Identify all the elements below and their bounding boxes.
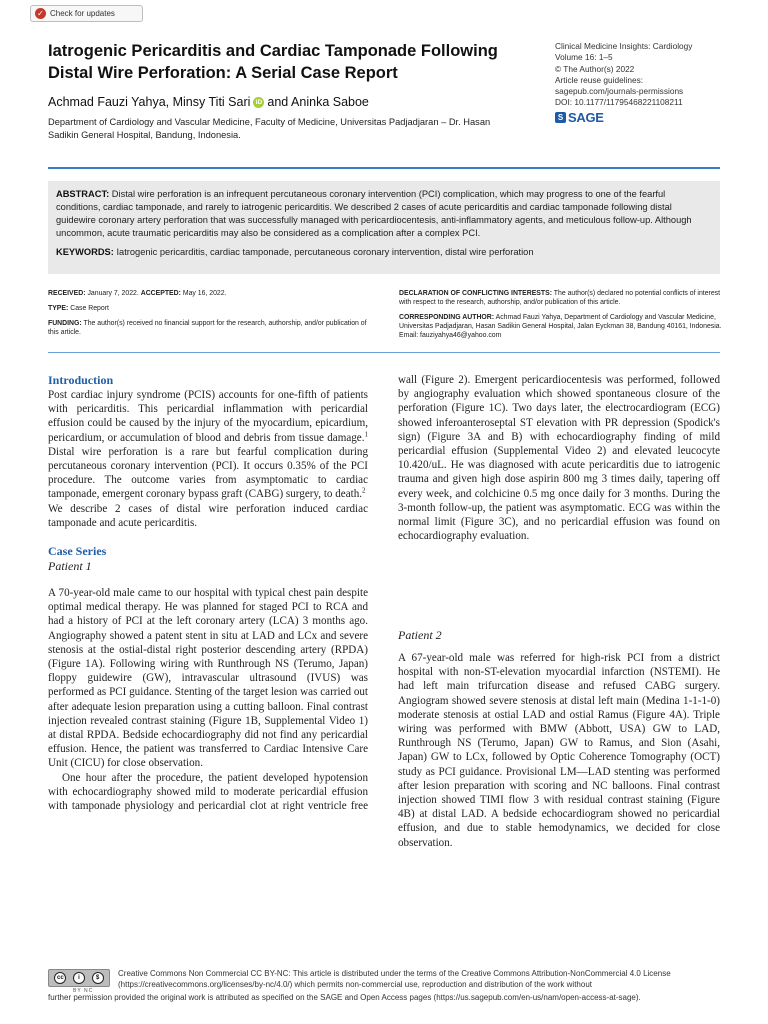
author-list bbox=[48, 95, 548, 109]
section-heading-case-series: Case Series bbox=[48, 544, 107, 559]
publisher-name: SAGE bbox=[568, 110, 604, 125]
check-updates-label: Check for updates bbox=[50, 9, 115, 18]
check-for-updates-button[interactable] bbox=[30, 5, 143, 22]
section-heading-introduction: Introduction bbox=[48, 373, 114, 387]
conflict-text: The author(s) declared no potential conflicts of interest with respect to the research, authorship, and/or publication of this article. bbox=[399, 290, 721, 306]
abstract-box bbox=[48, 181, 720, 274]
keywords-text: Iatrogenic pericarditis, cardiac tamponade, percutaneous coronary intervention, distal wire perforation bbox=[116, 247, 534, 257]
journal-volume: Volume 16: 1–5 bbox=[555, 52, 613, 63]
article-type bbox=[48, 304, 378, 313]
article-info-right bbox=[399, 289, 724, 346]
reuse-link[interactable]: sagepub.com/journals-permissions bbox=[555, 86, 684, 97]
conflict-label: DECLARATION OF CONFLICTING INTERESTS: bbox=[399, 290, 552, 297]
patient1-paragraph-2: One hour after the procedure, the patient developed hypotension with echocardiography showed mild to moderate pericardial effusion with tamponade physiology and pericardial clot at right ventricle free bbox=[48, 771, 368, 813]
article-info-left bbox=[48, 289, 378, 343]
journal-info bbox=[555, 41, 755, 109]
subheading-patient-1: Patient 1 bbox=[48, 559, 92, 574]
cc-license-badge[interactable] bbox=[48, 969, 110, 987]
keywords-label: KEYWORDS: bbox=[56, 247, 114, 257]
intro-paragraph-2: We describe 2 cases of distal wire perforation induced cardiac tamponade and acute pericarditis. bbox=[48, 502, 368, 529]
abstract-paragraph bbox=[56, 188, 712, 240]
received-date: January 7, 2022. bbox=[87, 290, 139, 297]
funding-label: FUNDING: bbox=[48, 320, 82, 327]
keywords-line bbox=[56, 246, 712, 259]
intro-text-1: Post cardiac injury syndrome (PCIS) accounts for one-fifth of patients with pericarditis. This pericardial inflammation with pericardial effusion could be caused by the injury of the myocardium, epicardium, pericardium, or accumulation of blood and debris from tissue damage. bbox=[48, 389, 368, 444]
citation-1[interactable]: 1 bbox=[364, 429, 368, 438]
intro-text-2: Distal wire perforation is a rare but fearful complication during percutaneous coronary intervention (PCI). It occurs 0.35% of the PCI procedure. The outcome varies from asymptomatic to cardiac tamponade, emergent coronary bypass graft (CABG) surgery, to death. bbox=[48, 445, 368, 501]
journal-name: Clinical Medicine Insights: Cardiology bbox=[555, 41, 693, 51]
type-value: Case Report bbox=[70, 305, 109, 312]
received-label: RECEIVED: bbox=[48, 290, 86, 297]
patient1-continuation bbox=[398, 373, 720, 614]
corresponding-label: CORRESPONDING AUTHOR: bbox=[399, 314, 495, 321]
update-check-icon: ✓ bbox=[35, 8, 46, 19]
nc-icon: $ bbox=[92, 972, 104, 984]
corresponding-author bbox=[399, 313, 724, 340]
publisher-logo bbox=[555, 110, 604, 125]
info-divider bbox=[48, 352, 720, 353]
funding bbox=[48, 319, 378, 337]
patient1-paragraph-2-continued: wall (Figure 2). Emergent pericardiocentesis was performed, followed by angiography evaluation which showed spontaneous closure of the perforation (Figure 1C). Two days later, the electrocardiogram (ECG) showed inferoanteroseptal ST elevation with PR depression (Spodick's sign) (Figure 3A and B) with echocardiography finding of mild pericardial effusion (Supplemental Video 2) and elevated leucocyte 10.420/uL. He was diagnosed with acute pericarditis due to iatrogenic trauma and given high dose aspirin 800 mg 3 times daily, tapering off every week, and colchicine 0.5 mg once daily for 3 months. During the 3-month follow-up, the patient was asymptomatic. ECG was within the normal limit (Figure 3C), and no pericardial effusion was found on echocardiography evaluation. bbox=[398, 374, 720, 543]
body-column-left bbox=[48, 373, 368, 814]
by-icon: i bbox=[73, 972, 85, 984]
conflict-declaration bbox=[399, 289, 724, 307]
patient1-paragraph-1: A 70-year-old male came to our hospital with typical chest pain despite optimal medical therapy. He was planned for staged PCI to RCA and had a history of PCI at the left coronary artery (LCA) 3 months ago. Angiography showed a patent stent in situ at LAD and LCx and severe stenosis at the ostial-distal right posterior descending artery (RPDA) (Figure 1A). Following wiring with Runthrough NS (Terumo, Japan) floppy guidewire (GW), intravascular ultrasound (IVUS) was performed as PCI guidance. Stenting of the target lesion was carried out after adequate lesion preparation using a cutting balloon. Final contrast injection revealed contrast staining (Figure 1B, Supplemental Video 1) at distal RPDA. Bedside echocardiography did not find any pericardial effusion. Hence, the patient was transferred to Cardiac Intensive Care Unit (CICU) for close observation. bbox=[48, 587, 368, 770]
journal-copyright: © The Author(s) 2022 bbox=[555, 63, 635, 74]
body-column-right bbox=[398, 373, 720, 850]
subheading-patient-2: Patient 2 bbox=[398, 628, 442, 642]
intro-paragraph-1 bbox=[48, 388, 368, 502]
abstract-text: Distal wire perforation is an infrequent percutaneous coronary intervention (PCI) complication, which may progress to one of the fearful conditions, cardiac tamponade, and rarely to iatrogenic pericarditis. We described 2 cases of acute pericarditis and cardiac tamponade following distal guidewire coronary artery perforation that was successfully managed with pericardiocentesis, anti-inflammatory agents, and meticulous follow-up. Although uncommon, acute traumatic pericarditis may also be considered as a complication after a complex PCI. bbox=[56, 189, 692, 238]
authors-part-2: and Aninka Saboe bbox=[267, 95, 369, 109]
sage-logo-icon: S bbox=[555, 112, 566, 123]
authors-part-1: Achmad Fauzi Yahya, Minsy Titi Sari bbox=[48, 95, 251, 109]
orcid-icon[interactable]: iD bbox=[253, 97, 264, 108]
received-accepted bbox=[48, 289, 378, 298]
corresponding-text: Achmad Fauzi Yahya, Department of Cardiology and Vascular Medicine, Universitas Padjadjaran, Hasan Sadikin General Hospital, Jalan Eyckman 38, Bandung 40161, Indonesia. Email: fauziyahya46@yahoo.com bbox=[399, 314, 722, 339]
type-label: TYPE: bbox=[48, 305, 69, 312]
accepted-date: May 16, 2022. bbox=[182, 290, 227, 297]
cc-badge-labels: BY NC bbox=[73, 988, 94, 994]
abstract-label: ABSTRACT: bbox=[56, 189, 110, 199]
license-text-1: Creative Commons Non Commercial CC BY-NC: This article is distributed under the terms of the Creative Commons Attribution-NonCommercial 4.0 License (https://creativecommons.org/licenses/by-nc/4.0/) which permits non-commercial use, reproduction and distribution of the work without bbox=[118, 969, 671, 989]
header-divider bbox=[48, 167, 720, 169]
patient2-paragraph-1: A 67-year-old male was referred for high-risk PCI from a district hospital with non-ST-elevation myocardial infarction (NSTEMI). He had left main trifurcation disease and refused CABG surgery. Angiogram showed severe stenosis at distal left main (Medina 1-1-1-0) moderate stenosis at ostial LAD and ostial Ramus (Figure 4A). Triple wiring was performed with BMW (Abbott, USA) GW to LAD, Runthrough NS (Terumo, Japan) GW to Ramus, and Sion (Asahi, Japan) GW to LCx, followed by Optic Coherence Tomography (OCT) study as PCI guidance. Provisional LM—LAD stenting was performed after lesion preparation with scoring and NC balloons. Final contrast injection showed TIMI flow 3 with residual contrast staining (Figure 4B) at distal LAD. A bedside echocardiogram showed no pericardial effusion, and due to stable hemodynamics, we decided for close observation. bbox=[398, 652, 720, 849]
reuse-guidelines: Article reuse guidelines: bbox=[555, 74, 644, 85]
license-text-2: further permission provided the original work is attributed as specified on the SAGE and Open Access pages (https://us.sagepub.com/en-us/nam/open-access-at-sage). bbox=[48, 993, 641, 1002]
article-title: Iatrogenic Pericarditis and Cardiac Tamponade Following Distal Wire Perforation: A Serial Case Report bbox=[48, 42, 498, 82]
accepted-label: ACCEPTED: bbox=[140, 290, 181, 297]
doi-link[interactable]: DOI: 10.1177/11795468221108211 bbox=[555, 97, 683, 108]
citation-2[interactable]: 2 bbox=[362, 486, 366, 495]
cc-icon: cc bbox=[54, 972, 66, 984]
funding-text: The author(s) received no financial support for the research, authorship, and/or publication of this article. bbox=[48, 320, 367, 336]
affiliation: Department of Cardiology and Vascular Medicine, Faculty of Medicine, Universitas Padjadjaran – Dr. Hasan Sadikin General Hospital, Bandung, Indonesia. bbox=[48, 117, 491, 140]
